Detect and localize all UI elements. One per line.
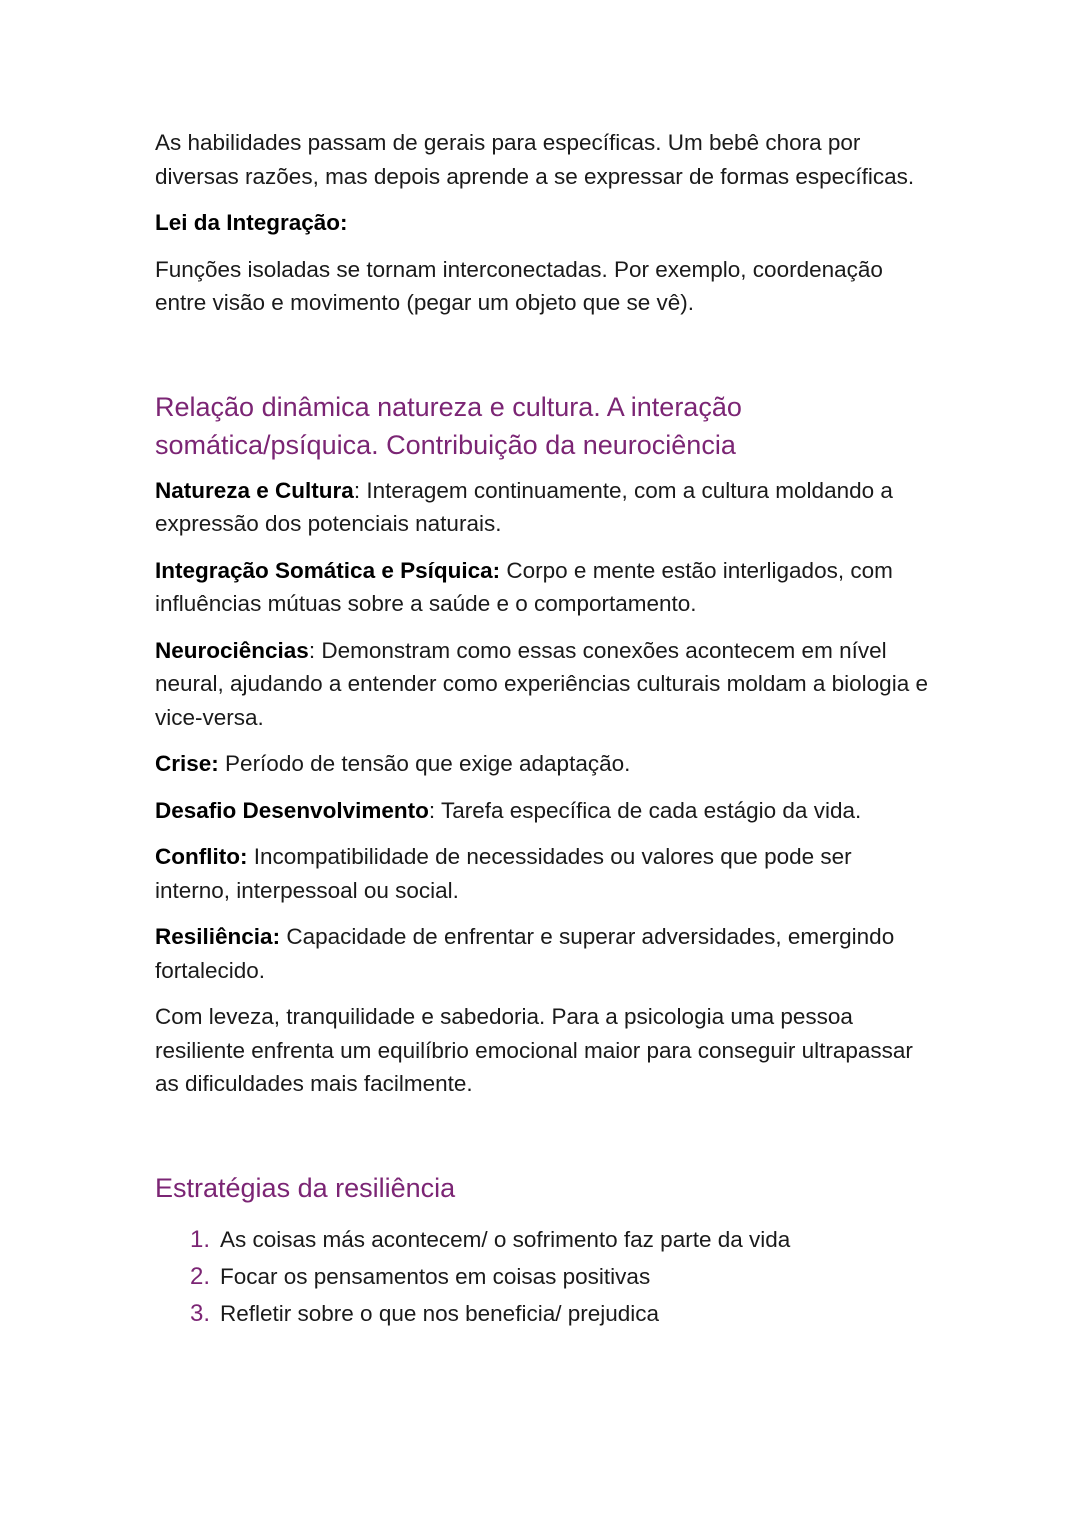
definition-text: Demonstram como essas conexões acontecem em nível neural, ajudando a entender como experiências culturais moldam a biologia e vice-versa. xyxy=(155,637,928,730)
definition-item xyxy=(155,840,930,907)
document-page xyxy=(155,126,930,1332)
definition-text: Período de tensão que exige adaptação. xyxy=(225,751,631,776)
list-item xyxy=(155,1221,930,1258)
definition-label: Natureza e Cultura xyxy=(155,477,354,503)
intro-paragraph: As habilidades passam de gerais para específicas. Um bebê chora por diversas razões, mas depois aprende a se expressar de formas específicas. xyxy=(155,130,915,189)
section-heading-nature-culture: Relação dinâmica natureza e cultura. A interação somática/psíquica. Contribuição da neurociência xyxy=(155,391,742,460)
definition-item xyxy=(155,474,930,541)
section-heading-resilience-strategies: Estratégias da resiliência xyxy=(155,1172,456,1203)
definition-item xyxy=(155,794,930,828)
definition-item xyxy=(155,634,930,735)
definition-label: Desafio Desenvolvimento xyxy=(155,797,429,823)
list-number: 1. xyxy=(189,1225,210,1253)
definition-text: Interagem continuamente, com a cultura moldando a expressão dos potenciais naturais. xyxy=(155,477,893,536)
definition-separator: : xyxy=(353,477,367,503)
definition-separator: : xyxy=(308,637,322,663)
definition-item xyxy=(155,920,930,987)
strategies-list xyxy=(155,1221,930,1332)
definition-separator: : xyxy=(428,797,441,823)
definition-item xyxy=(155,554,930,621)
resilience-closing-paragraph: Com leveza, tranquilidade e sabedoria. Para a psicologia uma pessoa resiliente enfrenta um equilíbrio emocional maior para conseguir ultrapassar as dificuldades mais facilmente. xyxy=(155,1004,913,1096)
definition-item xyxy=(155,747,930,781)
definition-label: Integração Somática e Psíquica: xyxy=(155,557,501,583)
list-item-text: Focar os pensamentos em coisas positivas xyxy=(220,1263,651,1289)
list-item-text: As coisas más acontecem/ o sofrimento faz parte da vida xyxy=(220,1226,791,1252)
list-item xyxy=(155,1295,930,1332)
definition-text: Corpo e mente estão interligados, com influências mútuas sobre a saúde e o comportamento. xyxy=(155,557,893,616)
definition-text: Capacidade de enfrentar e superar adversidades, emergindo fortalecido. xyxy=(155,924,895,983)
list-item-text: Refletir sobre o que nos beneficia/ prejudica xyxy=(220,1300,660,1326)
definition-label: Neurociências xyxy=(155,637,309,663)
definition-text: Tarefa específica de cada estágio da vida. xyxy=(440,797,862,823)
definition-label: Resiliência: xyxy=(155,924,281,949)
definition-label: Conflito: xyxy=(155,844,248,869)
list-number: 3. xyxy=(189,1299,210,1327)
integration-law-paragraph: Funções isoladas se tornam interconectadas. Por exemplo, coordenação entre visão e movimento (pegar um objeto que se vê). xyxy=(155,256,883,315)
list-number: 2. xyxy=(189,1262,210,1290)
list-item xyxy=(155,1258,930,1295)
definition-text: Incompatibilidade de necessidades ou valores que pode ser interno, interpessoal ou social. xyxy=(155,844,852,903)
integration-law-label: Lei da Integração: xyxy=(155,210,348,235)
definition-label: Crise: xyxy=(155,751,219,776)
